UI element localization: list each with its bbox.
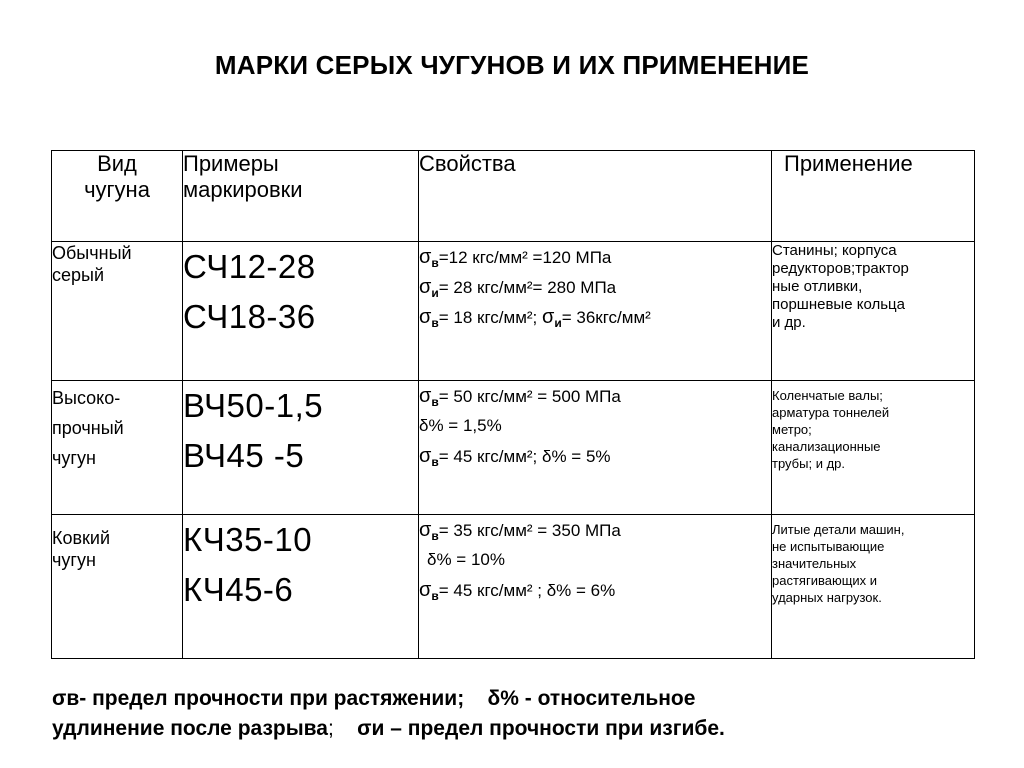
app-line: не испытывающие — [772, 539, 885, 554]
header-props-label: Свойства — [419, 151, 516, 176]
header-kind-line: чугуна — [84, 177, 150, 202]
sigma-symbol: σ — [419, 306, 432, 328]
sigma-symbol: σ — [419, 276, 432, 298]
props-cell — [419, 381, 772, 515]
subscript: в — [431, 589, 439, 603]
sigma-symbol: σ — [419, 445, 432, 467]
kind-line: Ковкий — [52, 528, 111, 548]
sigma-symbol: σ — [419, 519, 432, 541]
app-cell — [772, 381, 975, 515]
header-kind-line: Вид — [97, 151, 137, 176]
table-row — [52, 242, 975, 381]
kind-line: Высоко- — [52, 388, 121, 408]
header-marks-line: маркировки — [183, 177, 303, 202]
mark-example: СЧ18-36 — [183, 298, 316, 335]
kind-line: прочный — [52, 418, 124, 438]
mark-example: КЧ45-6 — [183, 571, 294, 608]
legend-sigma-b: σв- предел прочности при растяжении; — [52, 687, 465, 710]
kind-cell — [52, 515, 183, 659]
app-line: метро; — [772, 422, 812, 437]
marks-cell — [183, 381, 419, 515]
kind-cell — [52, 381, 183, 515]
app-line: арматура тоннелей — [772, 405, 890, 420]
header-marks-line: Примеры — [183, 151, 279, 176]
header-app-label: Применение — [784, 151, 913, 176]
legend-delta: δ% - относительное — [487, 687, 696, 710]
mark-example: СЧ12-28 — [183, 248, 316, 285]
legend-footnote — [52, 684, 992, 744]
app-line: поршневые кольца — [772, 296, 905, 313]
property-text: = 50 кгс/мм² = 500 МПа — [438, 387, 621, 406]
table-row — [52, 515, 975, 659]
property-text: =12 кгс/мм² =120 МПа — [438, 248, 612, 267]
legend-separator: ; — [327, 717, 334, 740]
props-cell — [419, 515, 772, 659]
mark-example: ВЧ50-1,5 — [183, 387, 324, 424]
app-cell — [772, 242, 975, 381]
property-text: δ% = 1,5% — [419, 416, 502, 435]
property-text: = 36кгс/мм² — [561, 308, 651, 327]
app-cell — [772, 515, 975, 659]
kind-line: чугун — [52, 550, 96, 570]
subscript: в — [431, 529, 439, 543]
app-line: Коленчатые валы; — [772, 388, 883, 403]
kind-cell — [52, 242, 183, 381]
app-line: и др. — [772, 314, 806, 331]
property-line — [419, 441, 771, 471]
sigma-symbol: σ — [419, 385, 432, 407]
legend-line — [52, 684, 992, 714]
sigma-symbol: σ — [542, 306, 555, 328]
app-line: растягивающих и — [772, 573, 878, 588]
sigma-symbol: σ — [419, 579, 432, 601]
legend-sigma-i: σи – предел прочности при изгибе. — [357, 717, 725, 740]
app-line: ные отливки, — [772, 278, 863, 295]
page-title: МАРКИ СЕРЫХ ЧУГУНОВ И ИХ ПРИМЕНЕНИЕ — [214, 50, 810, 80]
subscript: в — [431, 395, 439, 409]
property-text: = 35 кгс/мм² = 350 МПа — [438, 521, 621, 540]
property-line — [419, 381, 771, 411]
property-line — [419, 272, 771, 302]
property-text: δ% = 10% — [427, 550, 505, 569]
property-line — [419, 515, 771, 545]
property-line — [419, 575, 771, 605]
table-row — [52, 381, 975, 515]
subscript: в — [431, 316, 439, 330]
sigma-symbol: σ — [419, 246, 432, 268]
app-line: значительных — [772, 556, 857, 571]
property-text: = 18 кгс/мм²; — [438, 308, 542, 327]
legend-line — [52, 714, 992, 744]
subscript: и — [431, 286, 439, 300]
subscript: и — [554, 316, 562, 330]
marks-cell — [183, 242, 419, 381]
property-text: = 45 кгс/мм²; δ% = 5% — [438, 447, 611, 466]
app-line: Станины; корпуса — [772, 242, 897, 259]
property-line — [419, 302, 771, 332]
marks-cell — [183, 515, 419, 659]
header-props — [419, 151, 772, 242]
kind-line: Обычный — [52, 243, 132, 263]
mark-example: ВЧ45 -5 — [183, 437, 305, 474]
app-line: редукторов;трактор — [772, 260, 909, 277]
kind-line: серый — [52, 265, 105, 285]
header-app — [772, 151, 975, 242]
kind-line: чугун — [52, 448, 96, 468]
legend-elongation: удлинение после разрыва — [52, 717, 328, 740]
cast-iron-table — [51, 150, 975, 659]
app-line: канализационные — [772, 439, 881, 454]
property-line — [419, 545, 771, 575]
subscript: в — [431, 256, 439, 270]
header-marks — [183, 151, 419, 242]
app-line: Литые детали машин, — [772, 522, 905, 537]
mark-example: КЧ35-10 — [183, 521, 313, 558]
header-kind — [52, 151, 183, 242]
property-line — [419, 411, 771, 441]
property-line — [419, 242, 771, 272]
subscript: в — [431, 455, 439, 469]
property-text: = 28 кгс/мм²= 280 МПа — [438, 278, 617, 297]
property-text: = 45 кгс/мм² ; δ% = 6% — [438, 581, 616, 600]
app-line: трубы; и др. — [772, 456, 845, 471]
table-header-row — [52, 151, 975, 242]
app-line: ударных нагрузок. — [772, 590, 882, 605]
props-cell — [419, 242, 772, 381]
